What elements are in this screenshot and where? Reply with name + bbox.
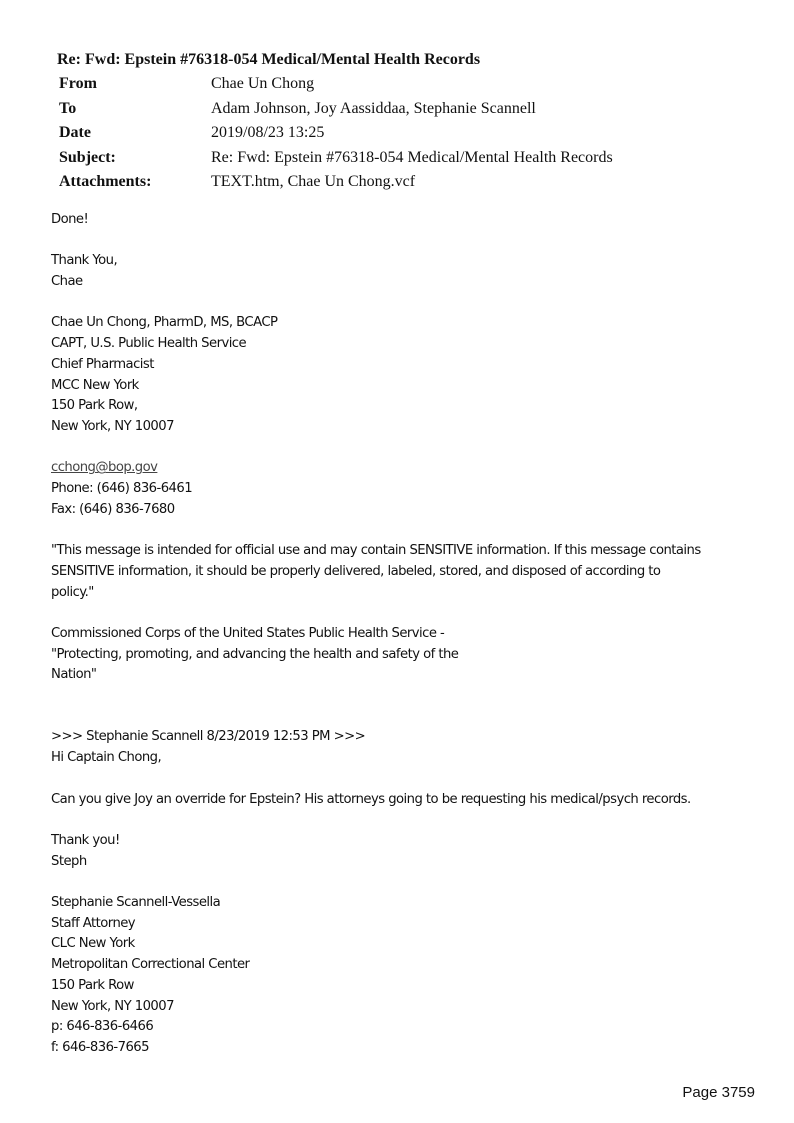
quoted-signature-phone: p: 646-836-6466 xyxy=(51,1019,154,1035)
quoted-header: >>> Stephanie Scannell 8/23/2019 12:53 PM >>> xyxy=(51,729,366,745)
from-label: From xyxy=(59,75,97,92)
attachments-value: TEXT.htm, Chae Un Chong.vcf xyxy=(211,173,416,190)
motto-line: Nation" xyxy=(51,667,97,683)
subject-value: Re: Fwd: Epstein #76318-054 Medical/Mental Health Records xyxy=(211,148,613,166)
page-number: Page 3759 xyxy=(682,1084,755,1101)
disclaimer-line: policy." xyxy=(51,584,94,600)
email-link[interactable]: cchong@bop.gov xyxy=(51,460,158,476)
to-value: Adam Johnson, Joy Aassiddaa, Stephanie Scannell xyxy=(211,99,536,117)
from-value: Chae Un Chong xyxy=(211,75,315,92)
date-label: Date xyxy=(59,124,91,141)
contact-fax: Fax: (646) 836-7680 xyxy=(51,501,175,517)
signature-title: Chief Pharmacist xyxy=(51,356,154,372)
disclaimer-paragraph xyxy=(51,541,751,603)
quoted-greeting: Hi Captain Chong, xyxy=(51,750,162,766)
reply-greeting-paragraph xyxy=(51,210,751,231)
quoted-signature-name: Stephanie Scannell-Vessella xyxy=(51,895,221,911)
quoted-signature-org: Metropolitan Correctional Center xyxy=(51,957,250,973)
motto-line: Commissioned Corps of the United States Public Health Service - xyxy=(51,625,445,641)
email-title: Re: Fwd: Epstein #76318-054 Medical/Mental Health Records xyxy=(57,51,481,68)
attachments-row xyxy=(57,170,757,195)
date-row xyxy=(57,121,757,146)
to-label: To xyxy=(59,99,77,117)
motto-line: "Protecting, promoting, and advancing the health and safety of the xyxy=(51,646,459,662)
subject-row xyxy=(57,146,757,171)
reply-thanks: Thank You, xyxy=(51,253,118,269)
quoted-signoff xyxy=(51,831,751,872)
quoted-intro xyxy=(51,727,751,768)
signature-street: 150 Park Row, xyxy=(51,398,138,414)
blank-line xyxy=(51,707,751,728)
quoted-signature xyxy=(51,893,751,1059)
attachments-label: Attachments: xyxy=(59,173,152,190)
email-header xyxy=(57,48,757,195)
reply-signature xyxy=(51,313,751,437)
contact-phone: Phone: (646) 836-6461 xyxy=(51,481,193,497)
email-body xyxy=(51,210,751,1059)
subject-label: Subject: xyxy=(59,148,116,166)
quoted-signature-city: New York, NY 10007 xyxy=(51,998,174,1014)
reply-contact xyxy=(51,458,751,520)
quoted-signature-dept: CLC New York xyxy=(51,936,135,952)
to-row xyxy=(57,97,757,122)
signature-name-line: Chae Un Chong, PharmD, MS, BCACP xyxy=(51,315,278,331)
reply-name: Chae xyxy=(51,274,83,290)
quoted-signature-street: 150 Park Row xyxy=(51,977,134,993)
quoted-signature-fax: f: 646-836-7665 xyxy=(51,1039,149,1055)
quoted-message: Can you give Joy an override for Epstein? His attorneys going to be requesting his medical/psych records. xyxy=(51,791,691,807)
motto-paragraph xyxy=(51,624,751,686)
disclaimer-line: "This message is intended for official use and may contain SENSITIVE information. If this message contains xyxy=(51,543,701,559)
reply-signoff-paragraph xyxy=(51,251,751,292)
quoted-signature-title: Staff Attorney xyxy=(51,915,136,931)
quoted-message-paragraph xyxy=(51,790,751,811)
disclaimer-line: SENSITIVE information, it should be properly delivered, labeled, stored, and disposed of according to xyxy=(51,563,661,579)
reply-greeting: Done! xyxy=(51,212,89,227)
from-row xyxy=(57,72,757,97)
signature-rank: CAPT, U.S. Public Health Service xyxy=(51,336,247,352)
signature-org: MCC New York xyxy=(51,377,139,393)
quoted-thanks: Thank you! xyxy=(51,832,120,848)
quoted-name: Steph xyxy=(51,853,87,869)
signature-city: New York, NY 10007 xyxy=(51,419,174,434)
date-value: 2019/08/23 13:25 xyxy=(211,124,325,141)
